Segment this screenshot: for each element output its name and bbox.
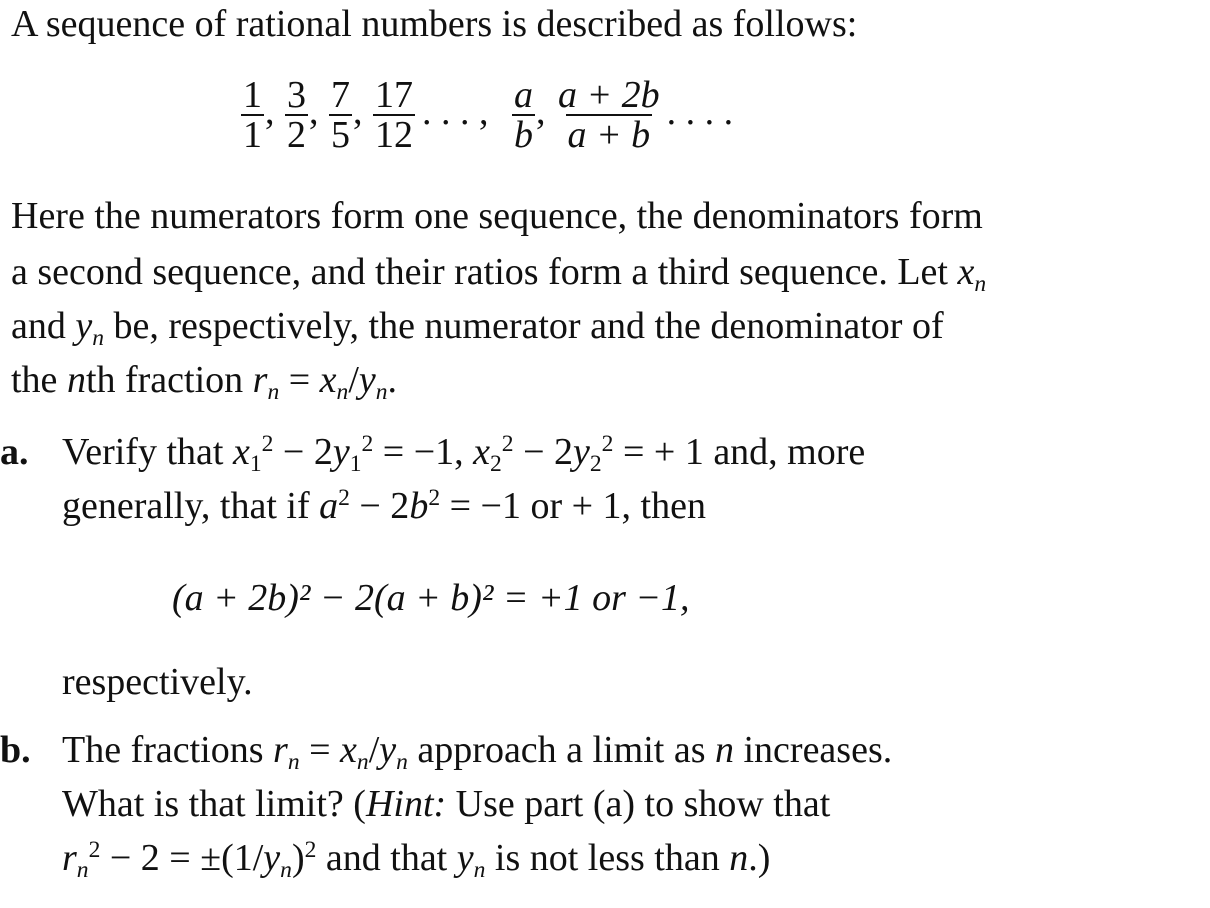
- part-a-respectively: respectively.: [62, 661, 253, 703]
- part-b-line-1: The fractions rn = xn/yn approach a limit as n increases.: [62, 729, 893, 775]
- part-a-equation: (a + 2b)² − 2(a + b)² = +1 or −1,: [172, 577, 690, 619]
- part-a-line-1: Verify that $x1^2 - 2y1^2 = -1$, $x2^2 - 2y2^2$ = + 1 and, more: [62, 431, 866, 477]
- description-line-3: and yn be, respectively, the numerator and the denominator of: [11, 305, 944, 351]
- general-fraction-next: $\frac{a + 2b}{a + b}$: [558, 74, 660, 156]
- sequence-tail: . . . .: [666, 90, 734, 133]
- fraction-4: $\frac{17}{12}$: [375, 74, 413, 156]
- part-b-line-2: What is that limit? (Hint: Use part (a) to show that: [62, 783, 831, 825]
- description-line-4: the nth fraction rn = xn/yn.: [11, 359, 398, 405]
- fraction-3: $\frac{7}{5}$: [331, 74, 350, 156]
- fraction-2: $\frac{3}{2}$: [287, 74, 306, 156]
- intro-text: A sequence of rational numbers is described as follows:: [11, 3, 858, 45]
- sequence-display: $\frac{1}{1}$ , $\frac{3}{2}$ , $\frac{7}{5}$ , $\frac{17}{12}$ . . . , $\frac{a}{b}$ , $\frac{a + 2b}{a + b}$ . . . .: [243, 74, 734, 156]
- sequence-ellipsis: . . . ,: [422, 90, 489, 133]
- part-b-line-3: $rn^2 - 2 = \pm(1/yn)^2$ and that yn is not less than n.): [62, 837, 771, 883]
- description-line-2: a second sequence, and their ratios form a third sequence. Let xn: [11, 251, 987, 297]
- part-a-label: a.: [0, 431, 29, 473]
- description-line-1: Here the numerators form one sequence, the denominators form: [11, 195, 983, 237]
- part-a-line-2: generally, that if $a^2 - 2b^2 = -1$ or + 1, then: [62, 485, 706, 527]
- fraction-1: $\frac{1}{1}$: [243, 74, 262, 156]
- part-b-label: b.: [0, 729, 31, 771]
- general-fraction-a-b: $\frac{a}{b}$: [514, 74, 533, 156]
